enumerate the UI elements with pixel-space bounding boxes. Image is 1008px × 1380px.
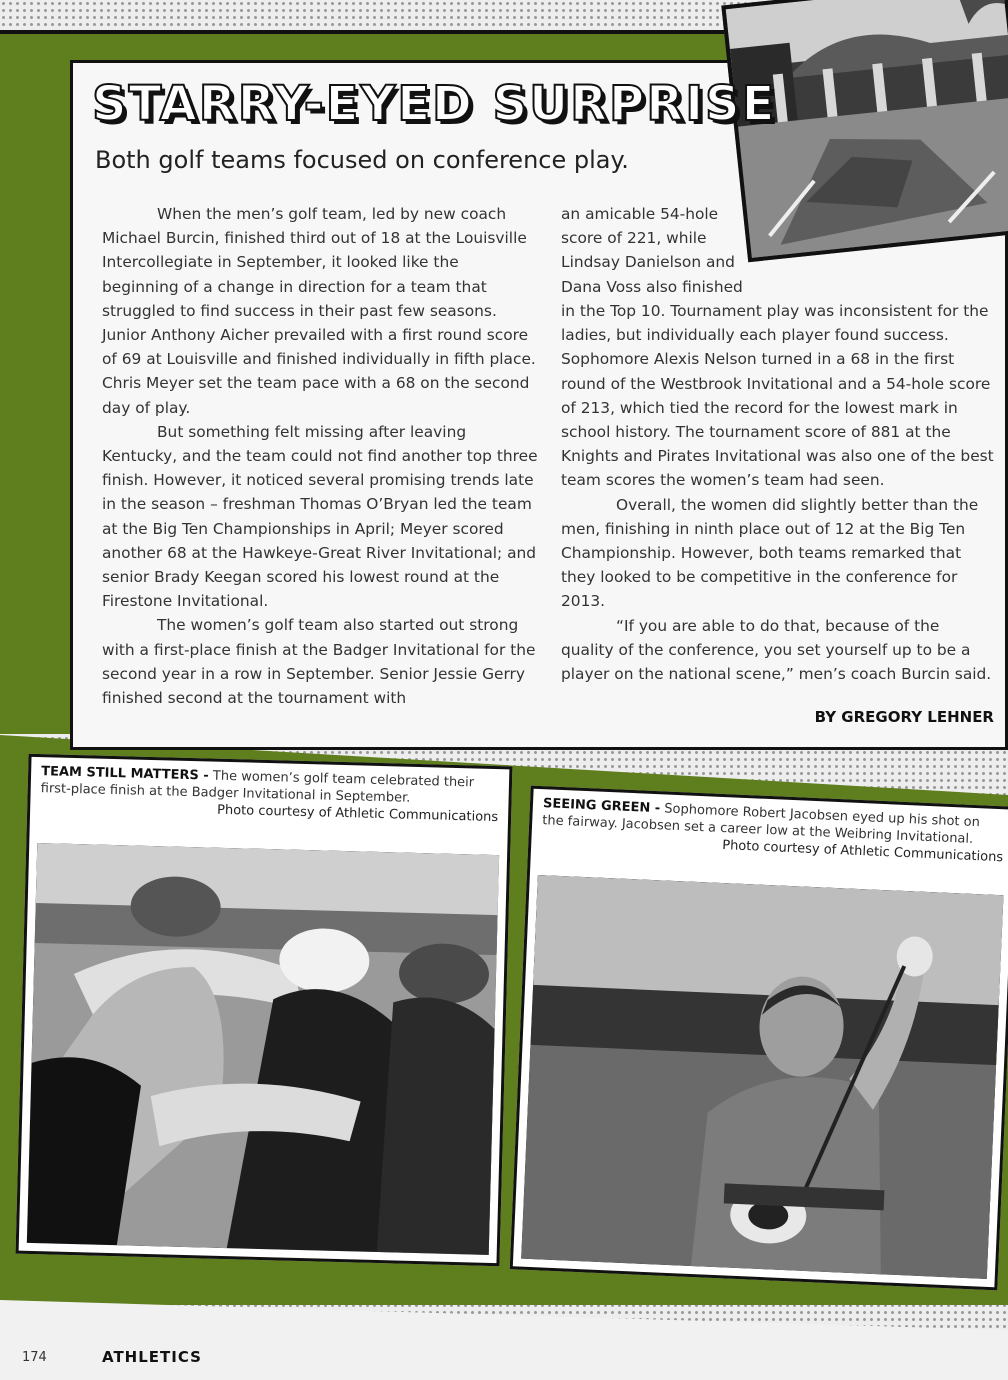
paragraph: Overall, the women did slightly better than the men, finishing in ninth place out of 12 at the Big Ten Championship. However, both teams remarked that they looked to be competitive in the conference for 2013. <box>561 495 979 611</box>
team-hug-photo <box>27 843 499 1255</box>
golfer-swing-photo <box>521 875 1003 1279</box>
paragraph: The women’s golf team also started out strong with a first-place finish at the Badger Invitational for the second year in a row in September. Senior Jessie Gerry finished second at the tournament with <box>102 616 536 708</box>
paragraph: in the Top 10. Tournament play was inconsistent for the ladies, but individually each player found success. Sophomore Alexis Nelson turned in a 68 in the first round of the Westbrook Invitational and a 54-hole score of 213, which tied the record for the lowest mark in school history. The tournament score of 881 at the Knights and Pirates Invitational was also one of the best team scores the women’s team had seen. <box>561 302 994 490</box>
paragraph: But something felt missing after leaving Kentucky, and the team could not find another top three finish. However, it noticed several promising trends late in the season – freshman Thomas O’Bryan led the team at the Big Ten Championships in April; Meyer scored another 68 at the Hawkeye-Great River Invitational; and senior Brady Keegan scored his lowest round at the Firestone Invitational. <box>102 422 538 611</box>
paragraph-wrap-text: an amicable 54-hole score of 221, while Lindsay Danielson and Dana Voss also finished <box>561 205 743 296</box>
caption-text: Sophomore Robert Jacobsen eyed up his shot on the fairway. Jacobsen set a career low at the Weibring Invitational. <box>541 801 981 847</box>
caption-heading: SEEING GREEN - <box>542 796 661 817</box>
headline: STARRY-EYED SURPRISE <box>92 76 777 132</box>
footer-strip <box>0 1300 1008 1380</box>
section-label: ATHLETICS <box>102 1348 202 1366</box>
photo-panel-right <box>510 786 1008 1291</box>
caption-right <box>541 795 1005 866</box>
caption-text: The women’s golf team celebrated their first-place finish at the Badger Invitational in September. <box>40 768 475 806</box>
subheadline: Both golf teams focused on conference play. <box>95 146 629 174</box>
byline: BY GREGORY LEHNER <box>814 708 994 726</box>
article-column-2 <box>561 299 994 686</box>
paragraph: “If you are able to do that, because of the quality of the conference, you set yourself up to be a player on the national scene,” men’s coach Burcin said. <box>561 616 992 684</box>
photo-credit: Photo courtesy of Athletic Communications <box>216 802 499 826</box>
paragraph: When the men’s golf team, led by new coach Michael Burcin, finished third out of 18 at the Louisville Intercollegiate in September, it looked like the beginning of a change in direction for a team that struggled to find success in their past few seasons. Junior Anthony Aicher prevailed with a first round score of 69 at Louisville and finished individually in fifth place. Chris Meyer set the team pace with a 68 on the second day of play. <box>102 205 536 417</box>
article-column-2-wrap <box>561 202 761 299</box>
photo-panel-left <box>16 754 513 1266</box>
page-number: 174 <box>22 1350 47 1365</box>
photo-credit: Photo courtesy of Athletic Communications <box>721 838 1004 866</box>
caption-left <box>40 763 499 826</box>
article-column-1 <box>102 202 540 710</box>
caption-heading: TEAM STILL MATTERS - <box>40 764 209 784</box>
